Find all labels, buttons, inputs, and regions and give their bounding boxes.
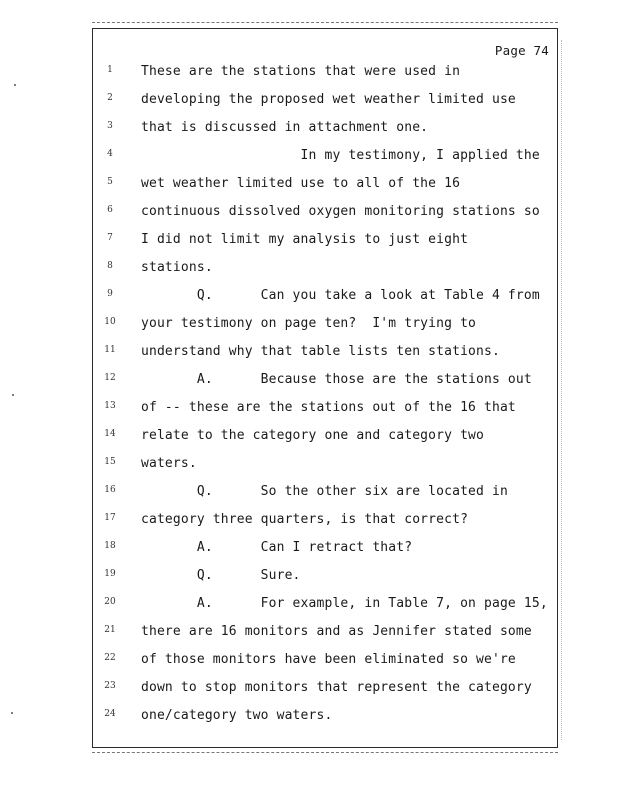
line-text: continuous dissolved oxygen monitoring stations so <box>141 204 540 219</box>
line-number: 12 <box>104 373 116 383</box>
page-number: Page 74 <box>494 43 549 58</box>
line-text: A. Because those are the stations out <box>141 372 532 387</box>
line-number: 2 <box>107 93 113 103</box>
line-text: I did not limit my analysis to just eight <box>141 232 469 247</box>
line-number: 4 <box>107 149 113 159</box>
line-number: 5 <box>107 177 113 187</box>
line-text: Q. Sure. <box>141 568 301 583</box>
line-text: that is discussed in attachment one. <box>141 120 429 135</box>
line-text: there are 16 monitors and as Jennifer stated some <box>141 624 532 639</box>
line-number: 7 <box>107 233 113 243</box>
line-number: 13 <box>104 401 116 411</box>
line-number: 9 <box>107 289 113 299</box>
scan-speck <box>14 84 16 86</box>
line-number: 8 <box>107 261 113 271</box>
line-number: 3 <box>107 121 113 131</box>
line-text: down to stop monitors that represent the category <box>141 680 532 695</box>
line-text: one/category two waters. <box>141 708 333 723</box>
line-text: Q. Can you take a look at Table 4 from <box>141 288 540 303</box>
line-text: understand why that table lists ten stations. <box>141 344 500 359</box>
line-text: relate to the category one and category two <box>141 428 484 443</box>
line-text: of those monitors have been eliminated so we're <box>141 652 516 667</box>
line-text: waters. <box>141 456 197 471</box>
line-number: 14 <box>104 429 116 439</box>
scan-margin-noise <box>561 40 564 740</box>
line-number: 24 <box>104 709 116 719</box>
line-text: developing the proposed wet weather limited use <box>141 92 516 107</box>
line-number: 17 <box>104 513 116 523</box>
line-number: 21 <box>104 625 116 635</box>
line-number: 10 <box>104 317 116 327</box>
line-text: category three quarters, is that correct? <box>141 512 469 527</box>
line-number: 15 <box>104 457 116 467</box>
scan-speck <box>12 394 14 396</box>
line-text: A. For example, in Table 7, on page 15, <box>141 596 548 611</box>
line-text: These are the stations that were used in <box>141 64 461 79</box>
line-text: A. Can I retract that? <box>141 540 413 555</box>
page-bottom-edge <box>92 748 558 753</box>
scan-speck <box>11 712 13 714</box>
line-number: 1 <box>107 65 113 75</box>
line-number: 23 <box>104 681 116 691</box>
line-number: 16 <box>104 485 116 495</box>
line-number: 22 <box>104 653 116 663</box>
line-number: 11 <box>104 345 116 355</box>
line-number: 6 <box>107 205 113 215</box>
transcript-page <box>92 28 558 748</box>
line-text: wet weather limited use to all of the 16 <box>141 176 461 191</box>
line-number: 18 <box>104 541 116 551</box>
line-text: stations. <box>141 260 213 275</box>
line-number: 20 <box>104 597 116 607</box>
line-text: your testimony on page ten? I'm trying to <box>141 316 477 331</box>
line-text: In my testimony, I applied the <box>141 148 540 163</box>
line-text: of -- these are the stations out of the 16 that <box>141 400 516 415</box>
line-text: Q. So the other six are located in <box>141 484 508 499</box>
line-number: 19 <box>104 569 116 579</box>
